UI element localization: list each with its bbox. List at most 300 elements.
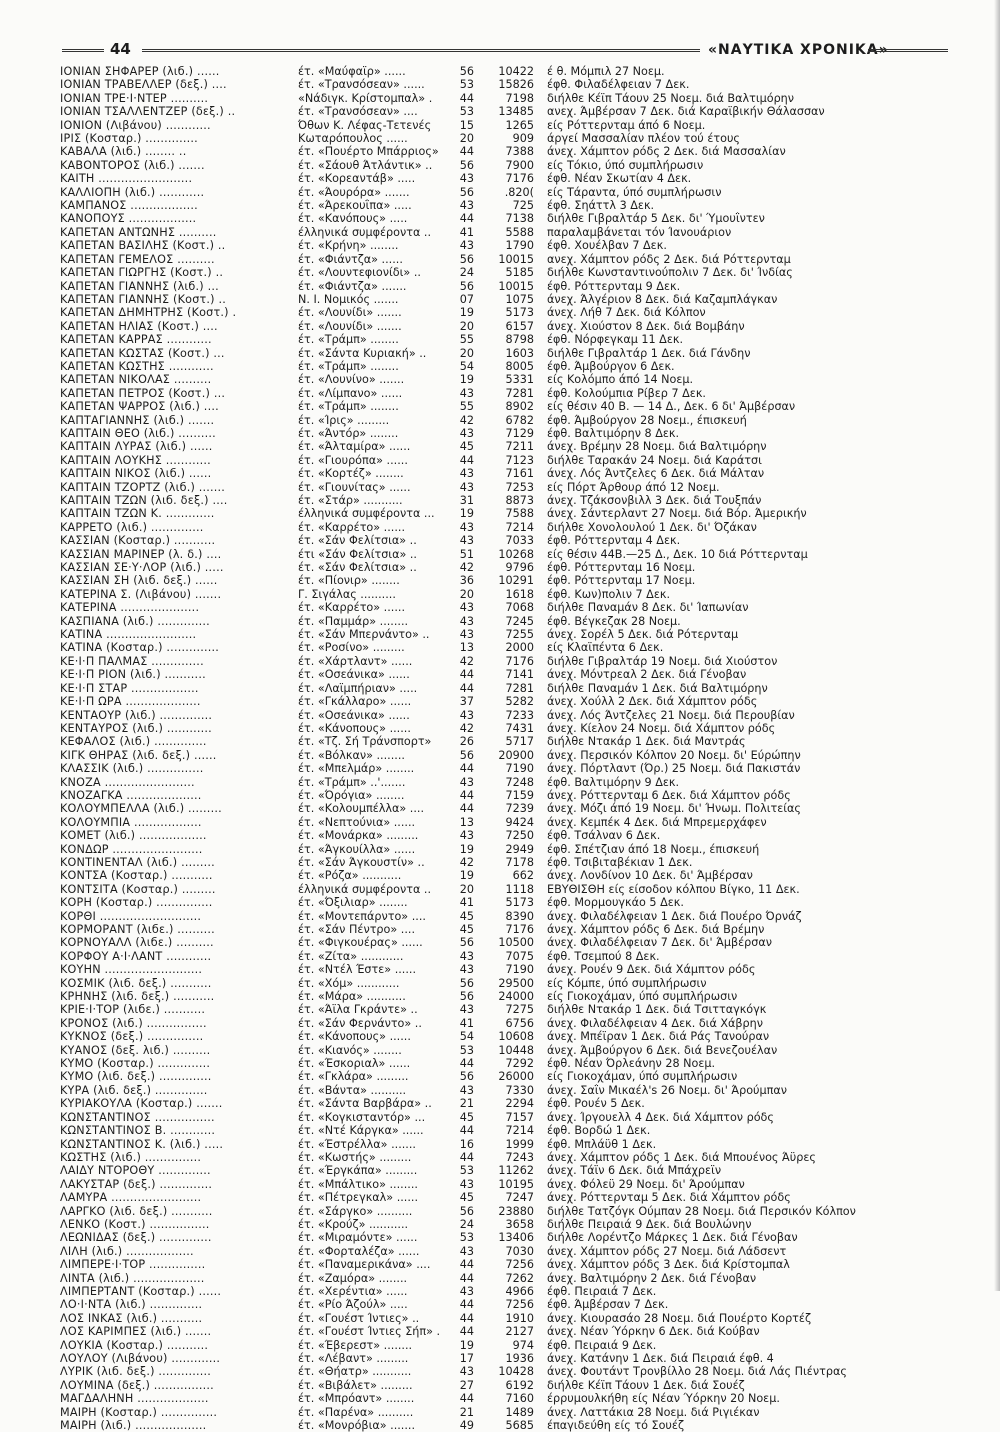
tonnage: 7256 bbox=[505, 1258, 534, 1272]
position-info: άνεχ. Χάμπτον ρόδς 3 Δεκ. διά Κρίστομπαλ bbox=[547, 1258, 790, 1272]
position-info: άνεχ. Φουτάντ Τρονβίλλο 28 Νοεμ. διά Λάς Πιέντρας bbox=[547, 1365, 847, 1379]
ship-agent-flag: έτ. «Ζαμόρα» ........ bbox=[298, 1271, 408, 1285]
ship-name: ΛΙΝΤΑ (λιб.) ................... bbox=[60, 1271, 205, 1285]
position-info: έπαγιδεύθη είς τό Σουέζ bbox=[547, 1419, 685, 1432]
position-info: έφθ. Βέγκεζακ 28 Νοεμ. bbox=[547, 614, 681, 628]
table-row bbox=[60, 360, 940, 373]
tonnage: 5173 bbox=[505, 306, 534, 320]
ship-agent-flag: έτ. «Σάν Μπερνάντο» .. bbox=[298, 628, 430, 642]
ship-name: ΚΟΡΝΟΥΑΛΛ (λιбε.) .......... bbox=[60, 936, 214, 950]
ship-agent-flag: έτ. «Παναμερικάνα» .... bbox=[298, 1258, 431, 1272]
ship-agent-flag: έτ. «Λίμπανο» ...... bbox=[298, 386, 403, 400]
position-info: είς Γιοκοχάμαν, ύπό συμπλήρωσιν bbox=[547, 990, 738, 1004]
ship-name: ΛΙΜΠΕΡΤΑΝΤ (Κοσταρ.) ...... bbox=[60, 1284, 222, 1298]
build-year: 43 bbox=[459, 1284, 474, 1298]
position-info: έφθ. Φιλαδέλφειαν 7 Δεκ. bbox=[547, 78, 690, 92]
ship-name: ΚΩΝΣΤΑΝΤΙΝΟΣ Κ. (λιб.) ..... bbox=[60, 1137, 224, 1151]
tonnage: 7233 bbox=[505, 708, 534, 722]
table-row bbox=[60, 735, 940, 748]
table-row bbox=[60, 1352, 940, 1365]
ship-agent-flag: έτ. «Τράμπ» ........ bbox=[298, 333, 399, 347]
ship-agent-flag: έτ. «Έσκοριαλ» ...... bbox=[298, 1057, 411, 1071]
table-row bbox=[60, 910, 940, 923]
ship-agent-flag: έτ. «Σάργκο» .......... bbox=[298, 1204, 413, 1218]
build-year: 15 bbox=[459, 118, 474, 132]
position-info: άνεχ. Σάντερλαντ 27 Νοεμ. διά Βόρ. Άμερικήν bbox=[547, 507, 807, 521]
position-info: έφθ. Ρόττερνταμ 17 Νοεμ. bbox=[547, 574, 696, 588]
build-year: 56 bbox=[459, 936, 474, 950]
table-row bbox=[60, 1392, 940, 1405]
build-year: 44 bbox=[459, 681, 474, 695]
ship-name: ΚΡΙΕ·Ι·ΤΟΡ (λιбε.) ........... bbox=[60, 1003, 206, 1017]
ship-name: ΙΟΝΙΑΝ ΤΡΑΒΕΛΛΕΡ (δεξ.) .... bbox=[60, 78, 227, 92]
header-rule-left bbox=[62, 49, 104, 52]
ship-agent-flag: έτ. «Χερέντια» ...... bbox=[298, 1284, 408, 1298]
ship-agent-flag: έτ. «Μονάρκα» ......... bbox=[298, 829, 419, 843]
ship-agent-flag: έτ. «Άλταμίρα» ...... bbox=[298, 440, 411, 454]
tonnage: 1075 bbox=[505, 292, 534, 306]
table-row bbox=[60, 963, 940, 976]
ship-name: ΜΑΙΡΗ (λιб.) ................... bbox=[60, 1419, 207, 1432]
ship-agent-flag: έτ. «Φιγκουέρας» ...... bbox=[298, 936, 423, 950]
build-year: 56 bbox=[459, 748, 474, 762]
tonnage: 7243 bbox=[505, 1150, 534, 1164]
ship-name: ΛΟΣ ΙΝΚΑΣ (λιб.) ........... bbox=[60, 1311, 203, 1325]
ship-agent-flag: έτ. «Άουρόρα» ....... bbox=[298, 185, 410, 199]
position-info: άνεχ. Φόλεϋ 29 Νοεμ. δι' Άρούμπαν bbox=[547, 1177, 745, 1191]
tonnage: 7211 bbox=[505, 440, 534, 454]
position-info: διήλθε Ταρακάν 24 Νοεμ. διά Καράτσι bbox=[547, 453, 762, 467]
ship-agent-flag: έτ. «Χόμ» ............ bbox=[298, 976, 400, 990]
ship-name: ΚΑΡΡΕΤΟ (λιб.) .............. bbox=[60, 520, 204, 534]
table-row bbox=[60, 226, 940, 239]
tonnage: 1265 bbox=[505, 118, 534, 132]
table-row bbox=[60, 65, 940, 78]
ship-name: ΚΕ·Ι·Π ΠΑΛΜΑΣ .............. bbox=[60, 654, 204, 668]
ship-name: ΛΑΡΓΚΟ (λιб. δεξ.) ........... bbox=[60, 1204, 213, 1218]
build-year: 45 bbox=[459, 909, 474, 923]
tonnage: 7138 bbox=[505, 212, 534, 226]
tonnage: 11262 bbox=[498, 1164, 534, 1178]
build-year: 43 bbox=[459, 534, 474, 548]
position-info: έφθ. Πειραιά 9 Δεκ. bbox=[547, 1338, 657, 1352]
ship-name: ΚΑΣΣΙΑΝ ΣΕ·Υ·ΛΟΡ (λιб.) ..... bbox=[60, 561, 224, 575]
ship-agent-flag: έτ. «Καρρέτο» ...... bbox=[298, 520, 406, 534]
tonnage: 6192 bbox=[505, 1378, 534, 1392]
table-row bbox=[60, 1339, 940, 1352]
ship-name: ΚΕ·Ι·Π ΩΡΑ .................... bbox=[60, 695, 201, 709]
tonnage: 7275 bbox=[505, 1003, 534, 1017]
build-year: 41 bbox=[459, 225, 474, 239]
ship-agent-flag: έτ. «Ροσίνο» ......... bbox=[298, 641, 405, 655]
build-year: 19 bbox=[459, 373, 474, 387]
table-row bbox=[60, 534, 940, 547]
ship-agent-flag: έτ. «Κανόπους» ..... bbox=[298, 212, 408, 226]
ship-name: ΚΕ·Ι·Π ΡΙΟΝ (λιб.) ........... bbox=[60, 668, 206, 682]
table-row bbox=[60, 494, 940, 507]
tonnage: 6157 bbox=[505, 319, 534, 333]
ship-agent-flag: έτ. «Τζ. Σή Τράνσπορτ» bbox=[298, 735, 432, 749]
position-info: έφθ. Μπλάϋθ 1 Δεκ. bbox=[547, 1137, 657, 1151]
tonnage: 10291 bbox=[498, 574, 534, 588]
tonnage: 15826 bbox=[498, 78, 534, 92]
tonnage: 7245 bbox=[505, 614, 534, 628]
tonnage: 1489 bbox=[505, 1405, 534, 1419]
ship-name: ΚΕΝΤΑΟΥΡ (λιб.) .............. bbox=[60, 708, 213, 722]
position-info: έφθ. Μορμουγκάο 5 Δεκ. bbox=[547, 896, 684, 910]
tonnage: 10195 bbox=[498, 1177, 534, 1191]
table-row bbox=[60, 829, 940, 842]
position-info: διήλθε Λορέντζο Μάρκες 1 Δεκ. διά Γένοβαν bbox=[547, 1231, 798, 1245]
tonnage: 7431 bbox=[505, 721, 534, 735]
build-year: 13 bbox=[459, 815, 474, 829]
ship-agent-flag: έτ. «Γκλάρα» ......... bbox=[298, 1070, 409, 1084]
ship-agent-flag: έτ. «Μάρα» ........... bbox=[298, 990, 406, 1004]
build-year: 44 bbox=[459, 1258, 474, 1272]
position-info: άνεχ. Τάϊν 6 Δεκ. διά Μπάχρεϊν bbox=[547, 1164, 722, 1178]
tonnage: 8005 bbox=[505, 359, 534, 373]
tonnage: 7588 bbox=[505, 507, 534, 521]
ship-agent-flag: Όθων Κ. Λέφας-Τετενές bbox=[298, 118, 432, 132]
build-year: 51 bbox=[459, 547, 474, 561]
ship-name: ΚΑΣΣΙΑΝ ΣΗ (λιб. δεξ.) ...... bbox=[60, 574, 218, 588]
tonnage: 8902 bbox=[505, 400, 534, 414]
tonnage: 7176 bbox=[505, 923, 534, 936]
tonnage: .820( bbox=[504, 185, 534, 199]
tonnage: 7255 bbox=[505, 628, 534, 642]
ship-name: ΚΑΠΕΤΑΝ ΓΕΜΕΛΟΣ .......... bbox=[60, 252, 215, 266]
ship-name: ΛΑΚΥΣΤΑΡ (δεξ.) .............. bbox=[60, 1177, 213, 1191]
header-rule-middle bbox=[142, 49, 700, 52]
position-info: άνεχ. Νέαν Ύόρκην 6 Δεκ. διά Κούβαν bbox=[547, 1325, 760, 1339]
publication-title: «ΝΑΥΤΙΚΑ ΧΡΟΝΙΚΑ» bbox=[708, 42, 889, 58]
build-year: 41 bbox=[459, 896, 474, 910]
ship-name: ΚΑΒΑΛΑ (λιб.) ........ .. bbox=[60, 145, 187, 159]
ship-name: ΛΥΡΙΚ (λιб. δεξ.) .............. bbox=[60, 1365, 212, 1379]
build-year: 43 bbox=[459, 172, 474, 186]
ship-agent-flag: έτ. «Παμμάρ» ........ bbox=[298, 614, 409, 628]
ship-agent-flag: έτ. «Σάντα Βαρβάρα» .. bbox=[298, 1097, 432, 1111]
position-info: είς Κολόμπο άπό 14 Νοεμ. bbox=[547, 373, 694, 387]
position-info: άνεχ. Σορέλ 5 Δεκ. διά Ρότερνταμ bbox=[547, 628, 739, 642]
table-row bbox=[60, 507, 940, 520]
build-year: 54 bbox=[459, 359, 474, 373]
tonnage: 7900 bbox=[505, 158, 534, 172]
build-year: 45 bbox=[459, 1191, 474, 1205]
table-row bbox=[60, 1097, 940, 1110]
ship-name: ΚΥΑΝΟΣ (δεξ. λιб.) .......... bbox=[60, 1043, 211, 1057]
ship-agent-flag: έτ. «Κιανός» ........ bbox=[298, 1043, 402, 1057]
tonnage: 2949 bbox=[505, 842, 534, 856]
ship-agent-flag: έτ. «Κωστής» ......... bbox=[298, 1150, 412, 1164]
position-info: άνεχ. Βαλτιμόρην 2 Δεκ. διά Γένοβαν bbox=[547, 1271, 757, 1285]
build-year: 13 bbox=[459, 641, 474, 655]
position-info: άνεχ. Κιουρασάο 28 Νοεμ. διά Πουέρτο Κορτέζ bbox=[547, 1311, 812, 1325]
build-year: 55 bbox=[459, 400, 474, 414]
ship-name: ΚΑΠΕΤΑΝ ΓΙΩΡΓΗΣ (Κοστ.) .. bbox=[60, 266, 224, 280]
position-info: άνεχ. Λός Άντζελες 21 Νοεμ. διά Περουβίαν bbox=[547, 708, 795, 722]
ship-name: ΚΕΝΤΑΥΡΟΣ (λιб.) ............ bbox=[60, 721, 212, 735]
ship-name: ΚΡΟΝΟΣ (λιб.) ................ bbox=[60, 1016, 207, 1030]
tonnage: 13406 bbox=[498, 1231, 534, 1245]
ship-agent-flag: έτ. «Ντέ Κάργκα» ...... bbox=[298, 1124, 424, 1138]
ship-name: ΚΑΤΕΡΙΝΑ ..................... bbox=[60, 601, 200, 615]
ship-agent-flag: έτ. «Γουέστ Ίντιες Σήπ» . bbox=[298, 1325, 441, 1339]
ship-agent-flag: έτ. «Θήατρ» ........... bbox=[298, 1365, 412, 1379]
table-row bbox=[60, 454, 940, 467]
build-year: 43 bbox=[459, 520, 474, 534]
tonnage: 909 bbox=[512, 132, 534, 146]
build-year: 44 bbox=[459, 1325, 474, 1339]
table-row bbox=[60, 1191, 940, 1204]
table-row bbox=[60, 1379, 940, 1392]
ship-agent-flag: έτ. «Τρανσόσεαν» .... bbox=[298, 105, 418, 119]
build-year: 19 bbox=[459, 306, 474, 320]
position-info: άνεχ. Άλγέριον 8 Δεκ. διά Καζαμπλάγκαν bbox=[547, 292, 778, 306]
table-row bbox=[60, 253, 940, 266]
ship-name: ΚΑΠΕΤΑΝ ΔΗΜΗΤΡΗΣ (Κοστ.) . bbox=[60, 306, 237, 320]
position-info: άνεχ. Τζάκσονβιλλ 3 Δεκ. διά Τουξπάν bbox=[547, 494, 762, 507]
table-row bbox=[60, 1044, 940, 1057]
ship-agent-flag: έτ. «Λέβαντ» ......... bbox=[298, 1352, 409, 1365]
build-year: 56 bbox=[459, 185, 474, 199]
ship-name: ΚΑΠΕΤΑΝ ΚΑΡΡΑΣ ............ bbox=[60, 333, 212, 347]
build-year: 19 bbox=[459, 869, 474, 883]
tonnage: 5588 bbox=[505, 225, 534, 239]
tonnage: 2000 bbox=[505, 641, 534, 655]
position-info: άνεχ. Ρουέν 9 Δεκ. διά Χάμπτον ρόδς bbox=[547, 963, 756, 977]
build-year: 43 bbox=[459, 963, 474, 977]
ship-name: ΚΟΛΟΥΜΠΙΑ .................. bbox=[60, 815, 202, 829]
build-year: 43 bbox=[459, 1003, 474, 1017]
ship-agent-flag: έτ. «Χάρτλαντ» ...... bbox=[298, 654, 413, 668]
position-info: διήλθε Παναμάν 1 Δεκ. διά Βαλτιμόρην bbox=[547, 681, 768, 695]
build-year: 43 bbox=[459, 708, 474, 722]
build-year: 20 bbox=[459, 132, 474, 146]
table-row bbox=[60, 1258, 940, 1271]
table-row bbox=[60, 1017, 940, 1030]
position-info: άνεχ. Λαττάκια 28 Νοεμ. διά Ριγιέκαν bbox=[547, 1405, 760, 1419]
tonnage: 7068 bbox=[505, 601, 534, 615]
ship-name: ΚΑΠΤΑΙΝ ΘΕΟ (λιб.) .......... bbox=[60, 426, 216, 440]
ship-name: ΚΥΡΑ (λιб. δεξ.) .............. bbox=[60, 1083, 208, 1097]
tonnage: 10428 bbox=[498, 1365, 534, 1379]
ship-agent-flag: Γ. Σιγάλας .......... bbox=[298, 587, 396, 601]
table-row bbox=[60, 481, 940, 494]
ship-agent-flag: έτ. «Μονρόβια» ....... bbox=[298, 1419, 416, 1432]
ship-name: ΚΩΣΤΗΣ (λιб.) ............... bbox=[60, 1150, 202, 1164]
ship-agent-flag: έλληνικά συμφέροντα ... bbox=[298, 507, 435, 521]
ship-name: ΚΝΟΖΑ ........................ bbox=[60, 775, 195, 789]
ship-name: ΚΩΝΣΤΑΝΤΙΝΟΣ ................ bbox=[60, 1110, 215, 1124]
position-info: ανεχ. Άμβέρσαν 7 Δεκ. διά Καραϊβικήν Θάλασσαν bbox=[547, 105, 825, 119]
tonnage: 974 bbox=[512, 1338, 534, 1352]
ship-agent-flag: έτι «Σάν Φελίτσια» .. bbox=[298, 547, 417, 561]
tonnage: 8873 bbox=[505, 494, 534, 507]
ship-name: ΛΟ·Ι·ΝΤΑ (λιб.) .............. bbox=[60, 1298, 203, 1312]
tonnage: 10448 bbox=[498, 1043, 534, 1057]
ship-agent-flag: έτ. «Άρεκουΐπα» ..... bbox=[298, 199, 412, 213]
ship-agent-flag: έτ. «Μοντεπάρντο» .... bbox=[298, 909, 426, 923]
table-row bbox=[60, 615, 940, 628]
table-row bbox=[60, 950, 940, 963]
ship-agent-flag: έτ. «Ίρις» ......... bbox=[298, 413, 390, 427]
build-year: 43 bbox=[459, 949, 474, 963]
ship-agent-flag: έτ. «Στάρ» ........... bbox=[298, 494, 403, 507]
table-row bbox=[60, 1138, 940, 1151]
ship-name: ΚΑΝΟΠΟΥΣ .................. bbox=[60, 212, 197, 226]
ship-name: ΚΕ·Ι·Π ΣΤΑΡ .................. bbox=[60, 681, 199, 695]
tonnage: 1910 bbox=[505, 1311, 534, 1325]
ship-name: ΚΥΡΙΑΚΟΥΛΑ (Κοσταρ.) ....... bbox=[60, 1097, 223, 1111]
build-year: 24 bbox=[459, 1217, 474, 1231]
table-row bbox=[60, 574, 940, 587]
position-info: έφθ. Βαλτιμόρην 9 Δεκ. bbox=[547, 775, 680, 789]
table-row bbox=[60, 427, 940, 440]
tonnage: 1603 bbox=[505, 346, 534, 360]
position-info: έφθ. Ρόττερνταμ 4 Δεκ. bbox=[547, 534, 681, 548]
build-year: 54 bbox=[459, 1030, 474, 1044]
position-info: άνεχ. Περσικόν Κόλπον 20 Νοεμ. δι' Εύρώπην bbox=[547, 748, 801, 762]
position-info: έφθ. Άμβούργον 6 Δεκ. bbox=[547, 359, 675, 373]
position-info: έφθ. Άμβέρσαν 7 Δεκ. bbox=[547, 1298, 669, 1312]
header-rule-right bbox=[868, 49, 948, 52]
table-row bbox=[60, 776, 940, 789]
tonnage: 13485 bbox=[498, 105, 534, 119]
ship-name: ΚΑΠΤΑΙΝ ΛΟΥΚΗΣ ............ bbox=[60, 453, 211, 467]
ship-agent-flag: έτ. «Βόλκαν» ........ bbox=[298, 748, 405, 762]
table-row bbox=[60, 1111, 940, 1124]
ship-name: ΚΑΠΤΑΙΝ ΛΥΡΑΣ (λιб.) ...... bbox=[60, 440, 213, 454]
ship-agent-flag: έτ. «Γιουρόπα» ...... bbox=[298, 453, 408, 467]
position-info: άνεχ. Μόζι άπό 19 Νοεμ. δι' Ήνωμ. Πολιτείας bbox=[547, 802, 801, 816]
build-year: 56 bbox=[459, 279, 474, 293]
ship-agent-flag: έτ. «Μπελμάρ» ........ bbox=[298, 762, 415, 776]
ship-name: ΚΡΗΝΗΣ (λιб. δεξ.) ........... bbox=[60, 990, 215, 1004]
tonnage: 5185 bbox=[505, 266, 534, 280]
position-info: έφθ. Ρουέν 5 Δεκ. bbox=[547, 1097, 645, 1111]
ship-agent-flag: έτ. «Λαϊμπήριαν» ..... bbox=[298, 681, 418, 695]
position-info: άνεχ. Ρόττερνταμ 6 Δεκ. διά Χάμπτον ρόδς bbox=[547, 788, 791, 802]
ship-agent-flag: έτ. «Σάντα Κυριακή» .. bbox=[298, 346, 427, 360]
table-row bbox=[60, 199, 940, 212]
ship-agent-flag: έτ. «Έβερεστ» ........ bbox=[298, 1338, 413, 1352]
ship-name: ΜΑΓΔΑΛΗΝΗ ................... bbox=[60, 1392, 209, 1406]
build-year: 49 bbox=[459, 1419, 474, 1432]
position-info: έφθ. Νέαν Όρλεάνην 28 Νοεμ. bbox=[547, 1057, 716, 1071]
table-row bbox=[60, 1231, 940, 1244]
position-info: άνεχ. Σαΐν Μικαέλ's 26 Νοεμ. δι' Άρούμπαν bbox=[547, 1083, 788, 1097]
ship-agent-flag: έτ. «Λουνίνο» ....... bbox=[298, 373, 405, 387]
ship-agent-flag: έτ. «Σάν Φερνάντο» .. bbox=[298, 1016, 422, 1030]
ship-agent-flag: έτ. «Μπάλτικο» ........ bbox=[298, 1177, 418, 1191]
ship-name: ΚΑΙΤΗ ......................... bbox=[60, 172, 193, 186]
position-info: έφθ. Σπέτζιαν άπό 18 Νοεμ., έπισκευή bbox=[547, 842, 760, 856]
tonnage: 7262 bbox=[505, 1271, 534, 1285]
build-year: 56 bbox=[459, 990, 474, 1004]
position-info: άνεχ. Λήθ 7 Δεκ. διά Κόλπον bbox=[547, 306, 706, 320]
ship-name: ΚΛΑΣΣΙΚ (λιб.) ............... bbox=[60, 762, 204, 776]
ship-agent-flag: έτ. «Κρούζ» ........... bbox=[298, 1217, 409, 1231]
ship-name: ΚΟΛΟΥΜΠΕΛΛΑ (λιб.) ......... bbox=[60, 802, 222, 816]
table-row bbox=[60, 749, 940, 762]
ship-agent-flag: Κωταρόπουλος ...... bbox=[298, 132, 408, 146]
ship-agent-flag: έτ. «Σάν Φελίτσια» .. bbox=[298, 561, 417, 575]
tonnage: 662 bbox=[512, 869, 534, 883]
position-info: είς Γιοκοχάμαν, ύπό συμπλήρωσιν bbox=[547, 1070, 738, 1084]
build-year: 44 bbox=[459, 1392, 474, 1406]
tonnage: 7160 bbox=[505, 1392, 534, 1406]
tonnage: 24000 bbox=[498, 990, 534, 1004]
table-row bbox=[60, 1178, 940, 1191]
ship-name: ΚΑΜΠΑΝΟΣ .................. bbox=[60, 199, 198, 213]
table-row bbox=[60, 440, 940, 453]
ship-name: ΛΙΛΗ (λιб.) .................. bbox=[60, 1244, 194, 1258]
ship-name: ΚΑΣΠΙΑΝΑ (λιб.) .............. bbox=[60, 614, 210, 628]
table-row bbox=[60, 843, 940, 856]
table-row bbox=[60, 990, 940, 1003]
table-row bbox=[60, 1218, 940, 1231]
tonnage: 7190 bbox=[505, 762, 534, 776]
ship-name: ΚΑΠΕΤΑΝ ΚΩΣΤΗΣ ............ bbox=[60, 359, 214, 373]
table-row bbox=[60, 467, 940, 480]
tonnage: 10015 bbox=[498, 279, 534, 293]
table-row bbox=[60, 977, 940, 990]
ship-agent-flag: έτ. «Πουέρτο Μπάρριος» bbox=[298, 145, 439, 159]
table-row bbox=[60, 1419, 940, 1432]
table-row bbox=[60, 896, 940, 909]
table-row bbox=[60, 347, 940, 360]
ship-agent-flag: έτ. «Τράμπ» ..'....... bbox=[298, 775, 406, 789]
table-row bbox=[60, 628, 940, 641]
tonnage: 7176 bbox=[505, 654, 534, 668]
ship-agent-flag: έτ. «Σάν Φελίτσια» .. bbox=[298, 534, 417, 548]
ship-agent-flag: έτ. «Ζίτα» ............ bbox=[298, 949, 404, 963]
position-info: άνεχ. Φιλαδέλφειαν 7 Δεκ. δι' Άμβέρσαν bbox=[547, 936, 772, 950]
ship-name: ΛΙΜΠΕΡΕ·Ι·ΤΟΡ ............... bbox=[60, 1258, 206, 1272]
ship-name: ΚΟΝΤΣΙΤΑ (Κοσταρ.) ......... bbox=[60, 882, 216, 896]
ship-name: ΚΥΚΝΟΣ (δεξ.) ............... bbox=[60, 1030, 204, 1044]
table-row bbox=[60, 280, 940, 293]
position-info: έφθ. Ρόττερνταμ 16 Νοεμ. bbox=[547, 561, 696, 575]
position-info: έφθ. Ρόττερνταμ 9 Δεκ. bbox=[547, 279, 681, 293]
tonnage: 7214 bbox=[505, 520, 534, 534]
ship-agent-flag: έτ. «Καρρέτο» ...... bbox=[298, 601, 406, 615]
tonnage: 10015 bbox=[498, 252, 534, 266]
ship-name: ΛΟΥΚΙΑ (Κοσταρ.) ........... bbox=[60, 1338, 209, 1352]
position-info: είς θέσιν 40 Β. — 14 Δ., Δεκ. 6 δι' Άμβέρσαν bbox=[547, 400, 796, 414]
ship-name: ΜΑΙΡΗ (Κοσταρ.) ............... bbox=[60, 1405, 218, 1419]
build-year: 42 bbox=[459, 561, 474, 575]
build-year: 45 bbox=[459, 1110, 474, 1124]
tonnage: 7033 bbox=[505, 534, 534, 548]
position-info: έφθ. Βορδώ 1 Δεκ. bbox=[547, 1124, 651, 1138]
position-info: διήλθε Κέϊπ Τάουν 1 Δεκ. διά Σουέζ bbox=[547, 1378, 745, 1392]
position-info: έρρυμουλκήθη είς Νέαν Ύόρκην 20 Νοεμ. bbox=[547, 1392, 780, 1406]
position-info: έφθ. Πειραιά 7 Δεκ. bbox=[547, 1284, 657, 1298]
table-row bbox=[60, 159, 940, 172]
table-row bbox=[60, 145, 940, 158]
ship-name: ΙΟΝΙΑΝ ΤΡΕ·Ι·ΝΤΕΡ .......... bbox=[60, 91, 209, 105]
table-row bbox=[60, 869, 940, 882]
ship-name: ΚΑΠΤΑΙΝ ΝΙΚΟΣ (λιб.) ...... bbox=[60, 467, 212, 481]
tonnage: 7178 bbox=[505, 855, 534, 869]
position-info: άνεχ. Ίργουελλ 4 Δεκ. διά Χάμπτον ρόδς bbox=[547, 1110, 774, 1124]
build-year: 44 bbox=[459, 212, 474, 226]
table-row bbox=[60, 1325, 940, 1338]
table-row bbox=[60, 320, 940, 333]
table-row bbox=[60, 1298, 940, 1311]
